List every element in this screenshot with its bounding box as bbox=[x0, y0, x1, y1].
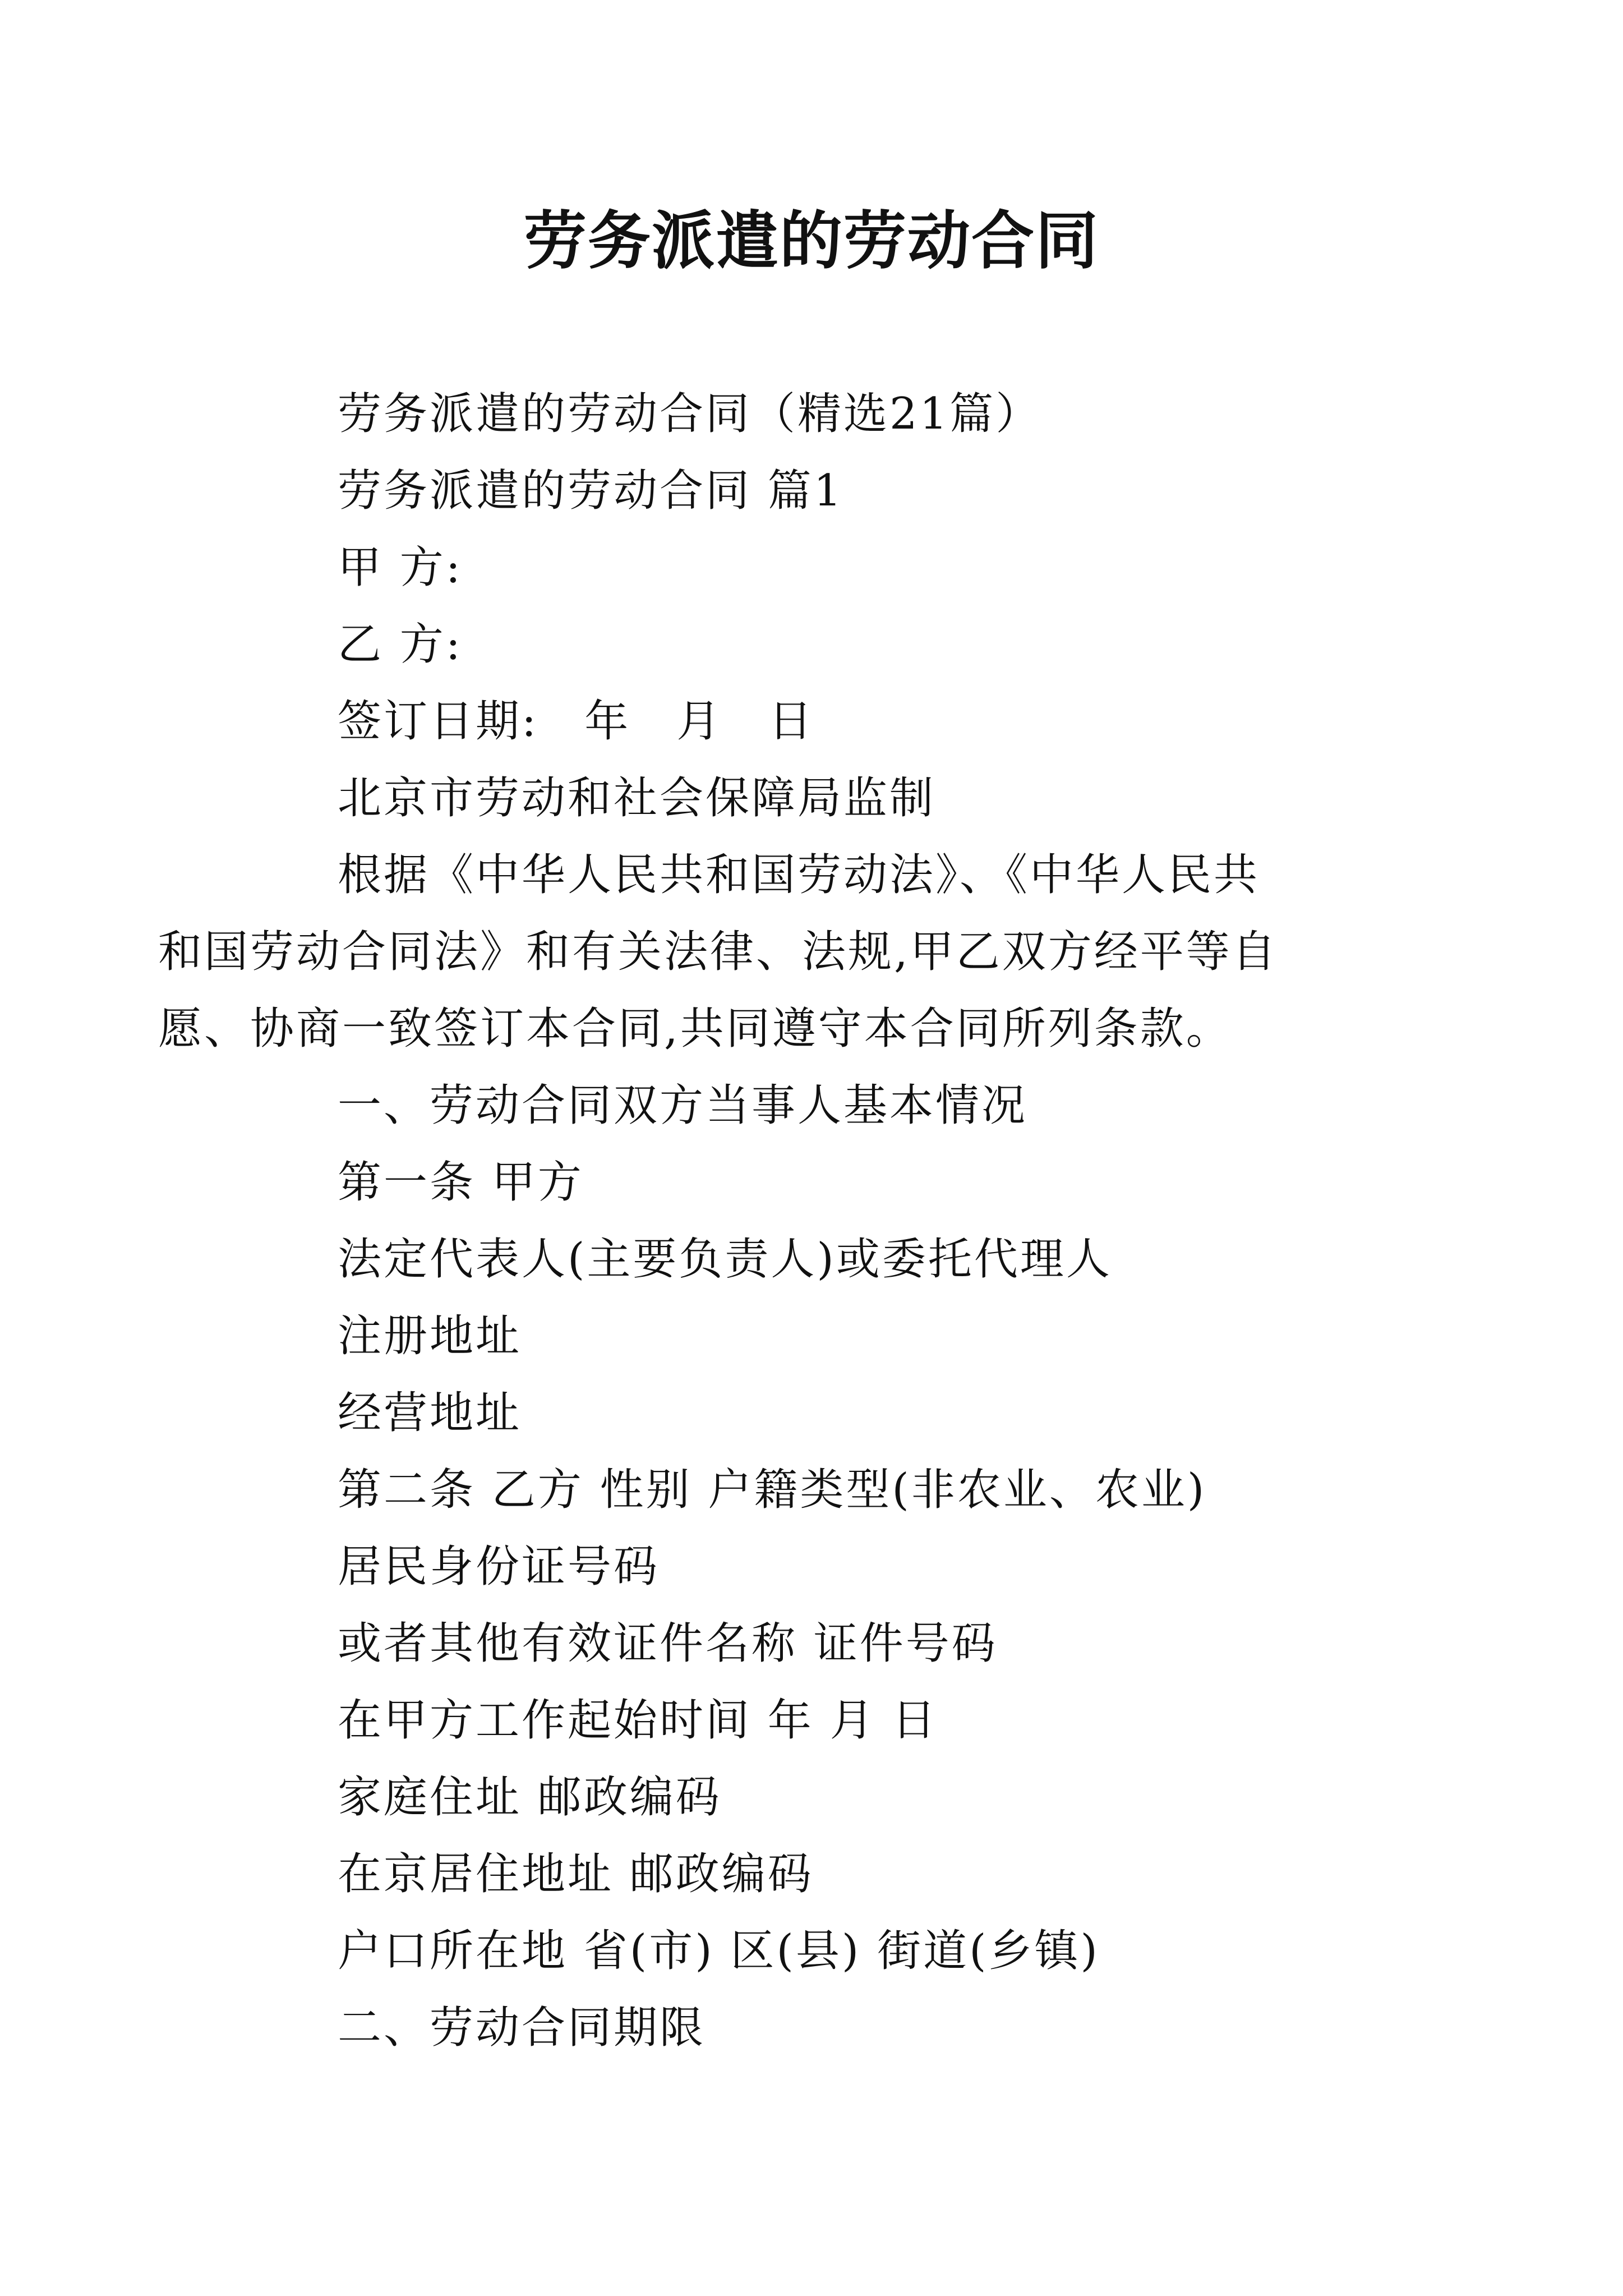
paragraph-sign-date: 签订日期: 年 月 日 bbox=[338, 696, 815, 747]
paragraph-supervisor: 北京市劳动和社会保障局监制 bbox=[338, 773, 936, 823]
document-title: 劳务派遣的劳动合同 bbox=[524, 204, 1099, 278]
paragraph-section-heading: 劳务派遣的劳动合同 篇1 bbox=[338, 466, 844, 516]
paragraph-subtitle: 劳务派遣的劳动合同（精选21篇） bbox=[338, 389, 1042, 439]
paragraph-party-b: 乙 方: bbox=[338, 619, 463, 670]
paragraph-business-address: 经营地址 bbox=[338, 1388, 522, 1438]
paragraph-beijing-address: 在京居住地址 邮政编码 bbox=[338, 1849, 814, 1899]
paragraph-chapter-2: 二、劳动合同期限 bbox=[338, 2003, 706, 2053]
paragraph-other-id: 或者其他有效证件名称 证件号码 bbox=[338, 1618, 998, 1669]
paragraph-registered-address: 注册地址 bbox=[338, 1311, 522, 1361]
paragraph-article-2: 第二条 乙方 性别 户籍类型(非农业、农业) bbox=[338, 1465, 1207, 1515]
paragraph-chapter-1: 一、劳动合同双方当事人基本情况 bbox=[338, 1080, 1028, 1131]
paragraph-legal-rep: 法定代表人(主要负责人)或委托代理人 bbox=[338, 1234, 1112, 1285]
paragraph-preamble: 根据《中华人民共和国劳动法》、《中华人民共和国劳动合同法》和有关法律、法规,甲乙双方经平等自愿、协商一致签订本合同,共同遵守本合同所列条款。 bbox=[158, 850, 1278, 1054]
paragraph-hukou: 户口所在地 省(市) 区(县) 街道(乡镇) bbox=[338, 1926, 1100, 1976]
paragraph-article-1: 第一条 甲方 bbox=[338, 1157, 584, 1208]
paragraph-start-date: 在甲方工作起始时间 年 月 日 bbox=[338, 1695, 938, 1746]
paragraph-party-a: 甲 方: bbox=[338, 542, 463, 593]
document-body bbox=[158, 376, 1392, 2067]
paragraph-home-address: 家庭住址 邮政编码 bbox=[338, 1772, 722, 1823]
paragraph-id-number: 居民身份证号码 bbox=[338, 1542, 660, 1592]
